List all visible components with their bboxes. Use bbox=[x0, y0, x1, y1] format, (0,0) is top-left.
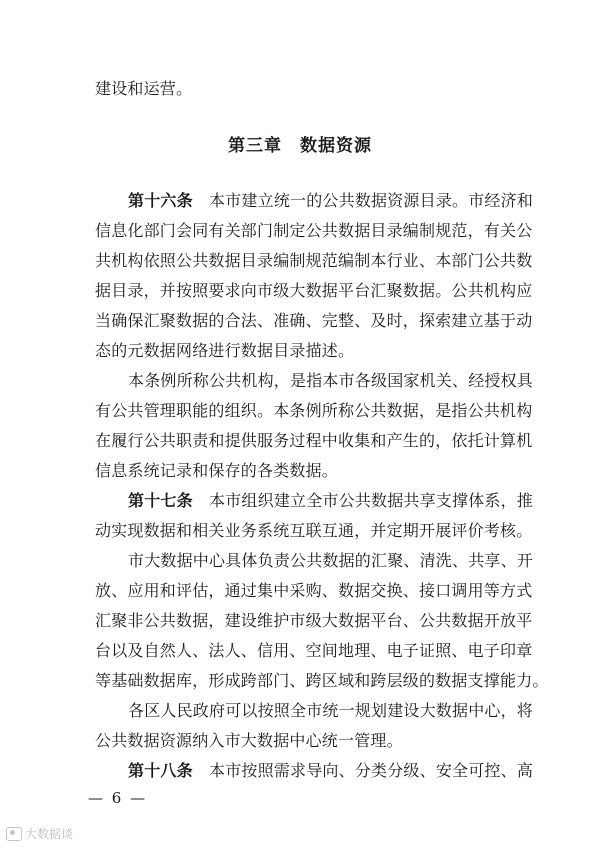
text-line: 在履行公共职责和提供服务过程中收集和产生的，依托计算机 bbox=[95, 431, 533, 450]
chapter-heading: 第三章 数据资源 bbox=[228, 136, 372, 156]
text-line: 本条例所称公共机构，是指本市各级国家机关、经授权具 bbox=[128, 371, 534, 390]
text-line: 共机构依照公共数据目录编制规范编制本行业、本部门公共数 bbox=[95, 251, 533, 270]
article-18-line bbox=[128, 756, 534, 786]
text-line: 放、应用和评估，通过集中采购、数据交换、接口调用等方式 bbox=[95, 581, 533, 600]
text-line: 等基础数据库，形成跨部门、跨区域和跨层级的数据支撑能力。 bbox=[95, 671, 549, 690]
text-line: 当确保汇聚数据的合法、准确、完整、及时，探索建立基于动 bbox=[95, 311, 533, 330]
article-17-label: 第十七条 bbox=[128, 491, 193, 510]
article-18-text: 本市按照需求导向、分类分级、安全可控、高 bbox=[209, 761, 534, 780]
page-number: — 6 — bbox=[88, 789, 148, 807]
text-line: 信息系统记录和保存的各类数据。 bbox=[95, 461, 339, 480]
text-line: 信息化部门会同有关部门制定公共数据目录编制规范，有关公 bbox=[95, 221, 533, 240]
article-17-text: 本市组织建立全市公共数据共享支撑体系，推 bbox=[209, 491, 534, 510]
article-16-line bbox=[128, 186, 534, 216]
text-line: 台以及自然人、法人、信用、空间地理、电子证照、电子印章 bbox=[95, 641, 533, 660]
watermark bbox=[6, 826, 73, 842]
watermark-text: 大数据谈 bbox=[25, 827, 74, 841]
text-line: 态的元数据网络进行数据目录描述。 bbox=[95, 341, 355, 360]
text-line: 动实现数据和相关业务系统互联互通，并定期开展评价考核。 bbox=[95, 521, 533, 540]
article-16-label: 第十六条 bbox=[128, 191, 193, 210]
article-16-text: 本市建立统一的公共数据资源目录。市经济和 bbox=[209, 191, 534, 210]
text-line: 有公共管理职能的组织。本条例所称公共数据，是指公共机构 bbox=[95, 401, 533, 420]
text-line: 各区人民政府可以按照全市统一规划建设大数据中心，将 bbox=[128, 701, 534, 720]
text-line: 据目录，并按照要求向市级大数据平台汇聚数据。公共机构应 bbox=[95, 281, 533, 300]
text-line: 建设和运营。 bbox=[95, 79, 193, 98]
article-18-label: 第十八条 bbox=[128, 761, 193, 780]
text-line: 汇聚非公共数据，建设维护市级大数据平台、公共数据开放平 bbox=[95, 611, 533, 630]
text-line: 市大数据中心具体负责公共数据的汇聚、清洗、共享、开 bbox=[128, 551, 534, 570]
camera-icon bbox=[6, 827, 22, 841]
text-line: 公共数据资源纳入市大数据中心统一管理。 bbox=[95, 731, 403, 750]
article-17-line bbox=[128, 486, 534, 516]
